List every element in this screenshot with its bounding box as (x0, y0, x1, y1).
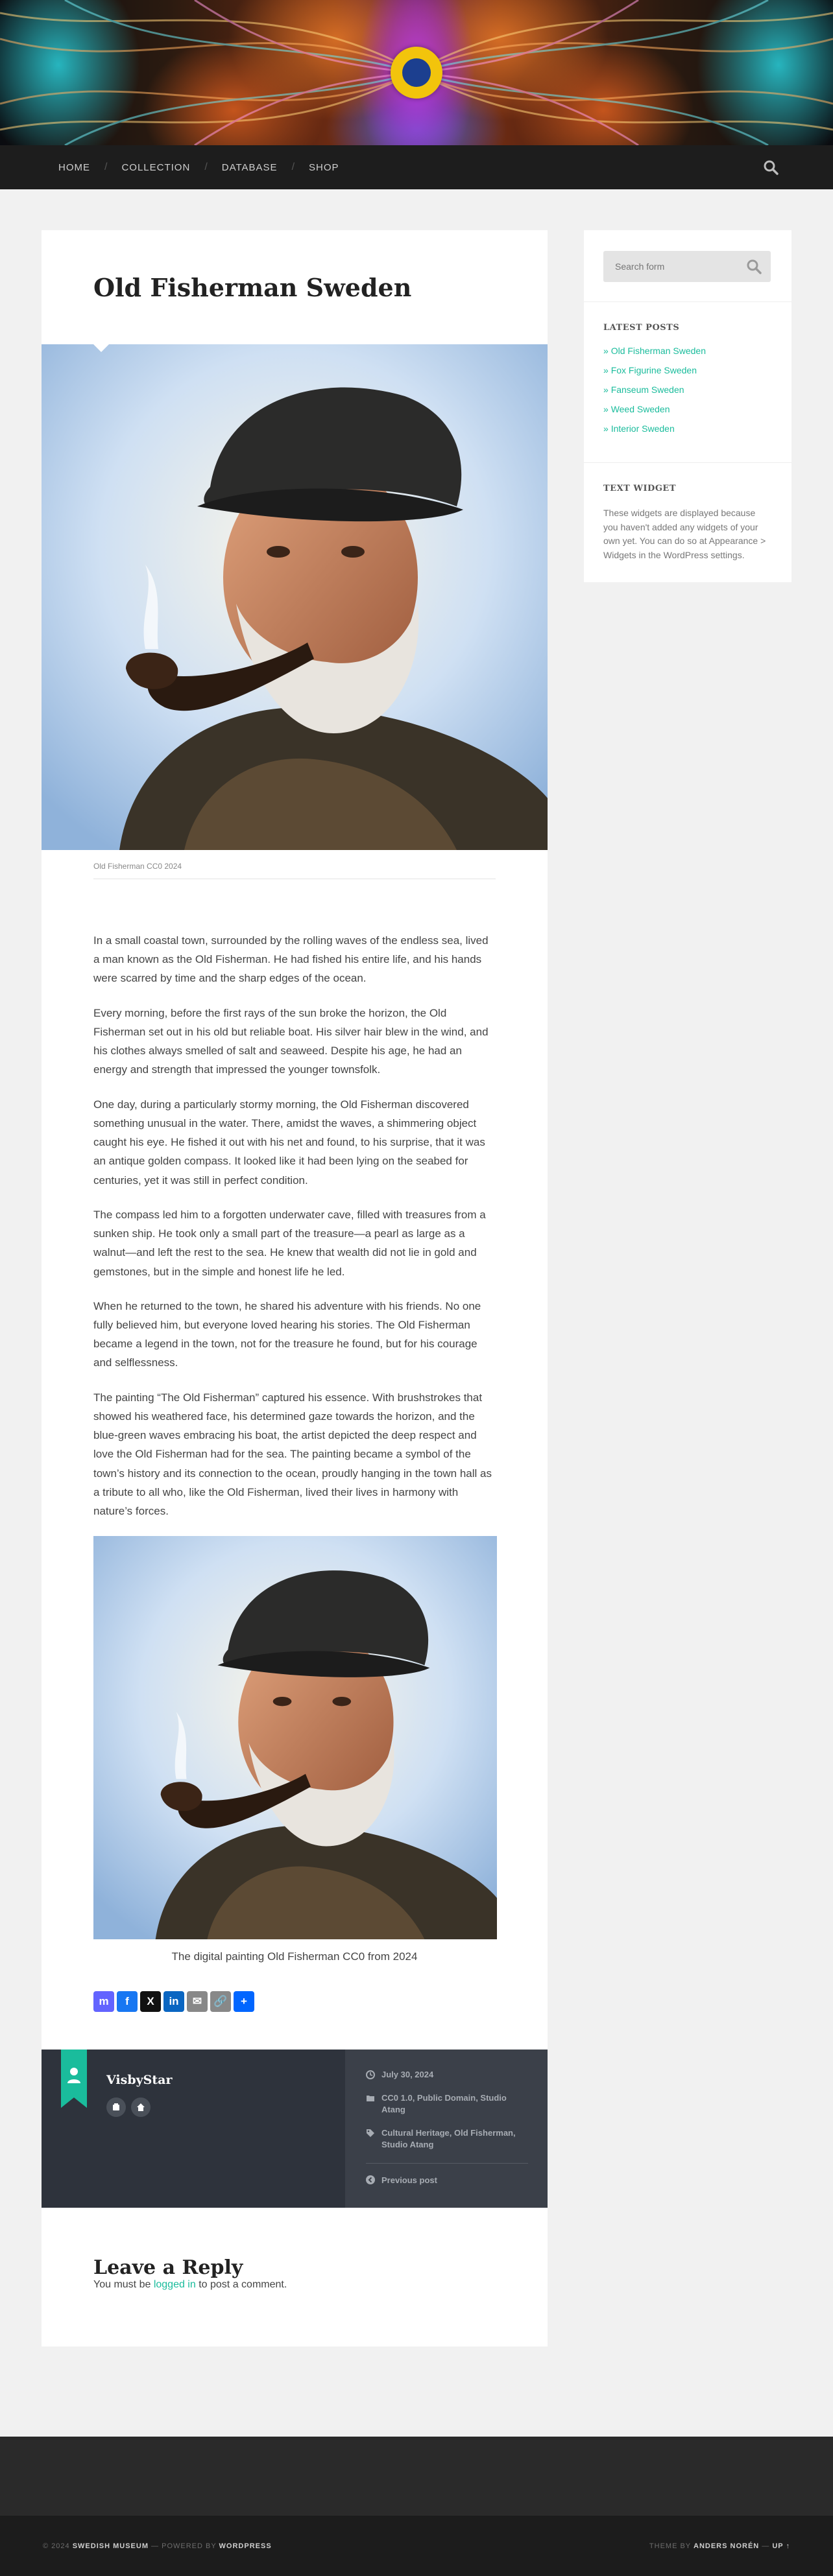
post-date[interactable]: July 30, 2024 (381, 2069, 434, 2079)
previous-post-link[interactable] (366, 2175, 528, 2185)
text-widget-body: These widgets are displayed because you haven't added any widgets of your own yet. You can do so at Appearance > Widgets in the WordPress settings. (603, 508, 766, 561)
author-name[interactable]: VisbyStar (106, 2072, 173, 2087)
author-home-icon[interactable] (131, 2097, 151, 2117)
post-tags-row (366, 2127, 528, 2151)
linkedin-share-button[interactable]: in (163, 1991, 184, 2012)
nav-separator: / (204, 161, 208, 172)
nav-shop[interactable]: SHOP (309, 161, 339, 173)
paragraph: In a small coastal town, surrounded by the rolling waves of the endless sea, lived a man known as the Old Fisherman. He had fished his entire life, and his hands were scarred by time and the sharp edges of the ocean. (93, 934, 489, 985)
folder-icon (366, 2094, 375, 2103)
tag-icon (366, 2129, 375, 2138)
search-form (603, 251, 771, 282)
featured-caption: Old Fisherman CC0 2024 (93, 850, 496, 879)
email-share-button[interactable]: ✉ (187, 1991, 208, 2012)
post-meta-box (42, 2050, 548, 2208)
latest-posts-widget (584, 302, 791, 463)
footer-widgets-area (0, 2437, 833, 2516)
latest-post-link[interactable]: » Interior Sweden (603, 423, 772, 434)
paragraph: One day, during a particularly stormy morning, the Old Fisherman discovered something unusual in the water. There, amidst the waves, a shimmering object caught his eye. He fished it out with his net and found, to his surprise, that it was an antique golden compass. It looked like it had been lying on the seabed for centuries, yet it was still in perfect condition. (93, 1098, 485, 1187)
widget-title: TEXT WIDGET (603, 484, 677, 493)
nav-separator: / (291, 161, 295, 172)
powered-by-prefix: — POWERED BY (151, 2542, 217, 2550)
footer-credits (43, 2542, 272, 2550)
footer-separator: — (762, 2542, 773, 2550)
header-banner (0, 0, 833, 145)
author-archive-icon[interactable] (106, 2097, 126, 2117)
theme-by-prefix: THEME BY (649, 2542, 691, 2550)
reply-notice (93, 2279, 496, 2291)
x-share-button[interactable]: X (140, 1991, 161, 2012)
post-title[interactable]: Old Fisherman Sweden (93, 273, 412, 302)
previous-post-label: Previous post (381, 2175, 437, 2185)
post-body (42, 879, 548, 2012)
reply-prefix: You must be (93, 2278, 151, 2290)
fisherman-portrait-inline (93, 1536, 497, 1939)
paragraph: The painting “The Old Fisherman” captured his essence. With brushstrokes that showed his weathered face, his determined gaze towards the horizon, and the blue-green waves embracing his boat, the artist depicted the deep respect and love the Old Fisherman had for the sea. The painting became a symbol of the town’s history and its connection to the ocean, proudly hanging in the town hall as a tribute to all who, like the Old Fisherman, lived their lives in harmony with nature’s forces. (93, 1391, 492, 1518)
latest-post-link[interactable]: » Old Fisherman Sweden (603, 346, 772, 356)
paragraph: The compass led him to a forgotten underwater cave, filled with treasures from a sunken ship. He took only a small part of the treasure—a pearl as large as a walnut—and left the rest to the sea. He knew that wealth did not lie in gold and gemstones, but in the simple and honest life he led. (93, 1208, 486, 1278)
nav-separator: / (104, 161, 108, 172)
paragraph: When he returned to the town, he shared his adventure with his friends. No one fully believed him, but everyone loved hearing his stories. The Old Fisherman became a legend in the town, not for the treasure he found, but for his courage and selflessness. (93, 1299, 481, 1369)
featured-image[interactable] (42, 344, 548, 850)
latest-post-link[interactable]: » Fox Figurine Sweden (603, 365, 772, 375)
author-links (106, 2097, 345, 2117)
site-logo[interactable] (391, 47, 442, 99)
widget-title: LATEST POSTS (603, 323, 680, 333)
featured-notch (93, 344, 109, 352)
copyright: © 2024 (43, 2542, 70, 2550)
search-widget (584, 230, 791, 302)
latest-posts-list (603, 346, 772, 434)
inline-caption: The digital painting Old Fisherman CC0 from 2024 (171, 1950, 418, 1963)
fisherman-portrait (42, 344, 548, 850)
back-to-top-link[interactable]: UP ↑ (772, 2542, 790, 2550)
comments-section (42, 2208, 548, 2346)
login-link[interactable]: logged in (153, 2278, 196, 2290)
arrow-left-icon (366, 2175, 375, 2184)
nav-database[interactable]: DATABASE (221, 161, 278, 173)
divider (366, 2163, 528, 2164)
share-buttons (93, 1991, 496, 2012)
wordpress-link[interactable]: WORDPRESS (219, 2542, 272, 2550)
author-badge-icon (61, 2050, 87, 2108)
post-info-panel (345, 2050, 548, 2208)
search-icon[interactable] (746, 259, 762, 274)
nav-home[interactable]: HOME (58, 161, 90, 173)
footer-site-link[interactable]: SWEDISH MUSEUM (72, 2542, 149, 2550)
author-panel (42, 2050, 345, 2208)
site-logo-center (402, 58, 431, 87)
theme-author-link[interactable]: ANDERS NORÉN (694, 2542, 760, 2550)
latest-post-link[interactable]: » Weed Sweden (603, 404, 772, 414)
search-input[interactable] (615, 261, 732, 272)
latest-post-link[interactable]: » Fanseum Sweden (603, 384, 772, 395)
clock-icon (366, 2070, 375, 2079)
text-widget (584, 463, 791, 582)
sidebar (584, 230, 791, 582)
facebook-share-button[interactable]: f (117, 1991, 138, 2012)
post-date-row (366, 2069, 528, 2081)
paragraph: Every morning, before the first rays of the sun broke the horizon, the Old Fisherman set out in his old but reliable boat. His silver hair blew in the wind, and his clothes always smelled of salt and seaweed. Despite his age, he had an energy and strength that impressed the younger townsfolk. (93, 1006, 489, 1076)
search-icon[interactable] (763, 160, 779, 175)
main-navigation (0, 145, 833, 189)
reply-title: Leave a Reply (93, 2256, 243, 2279)
site-footer (0, 2516, 833, 2576)
more-share-button[interactable]: + (234, 1991, 254, 2012)
nav-collection[interactable]: COLLECTION (121, 161, 191, 173)
reply-suffix: to post a comment. (199, 2278, 287, 2290)
post-categories-row (366, 2092, 528, 2116)
mastodon-share-button[interactable]: m (93, 1991, 114, 2012)
footer-theme-credit (649, 2542, 790, 2550)
post-article (42, 230, 548, 2346)
post-tags[interactable]: Cultural Heritage, Old Fisherman, Studio Atang (381, 2128, 516, 2150)
post-categories[interactable]: CC0 1.0, Public Domain, Studio Atang (381, 2092, 507, 2114)
inline-image[interactable] (93, 1536, 497, 1939)
copy-link-button[interactable]: 🔗 (210, 1991, 231, 2012)
